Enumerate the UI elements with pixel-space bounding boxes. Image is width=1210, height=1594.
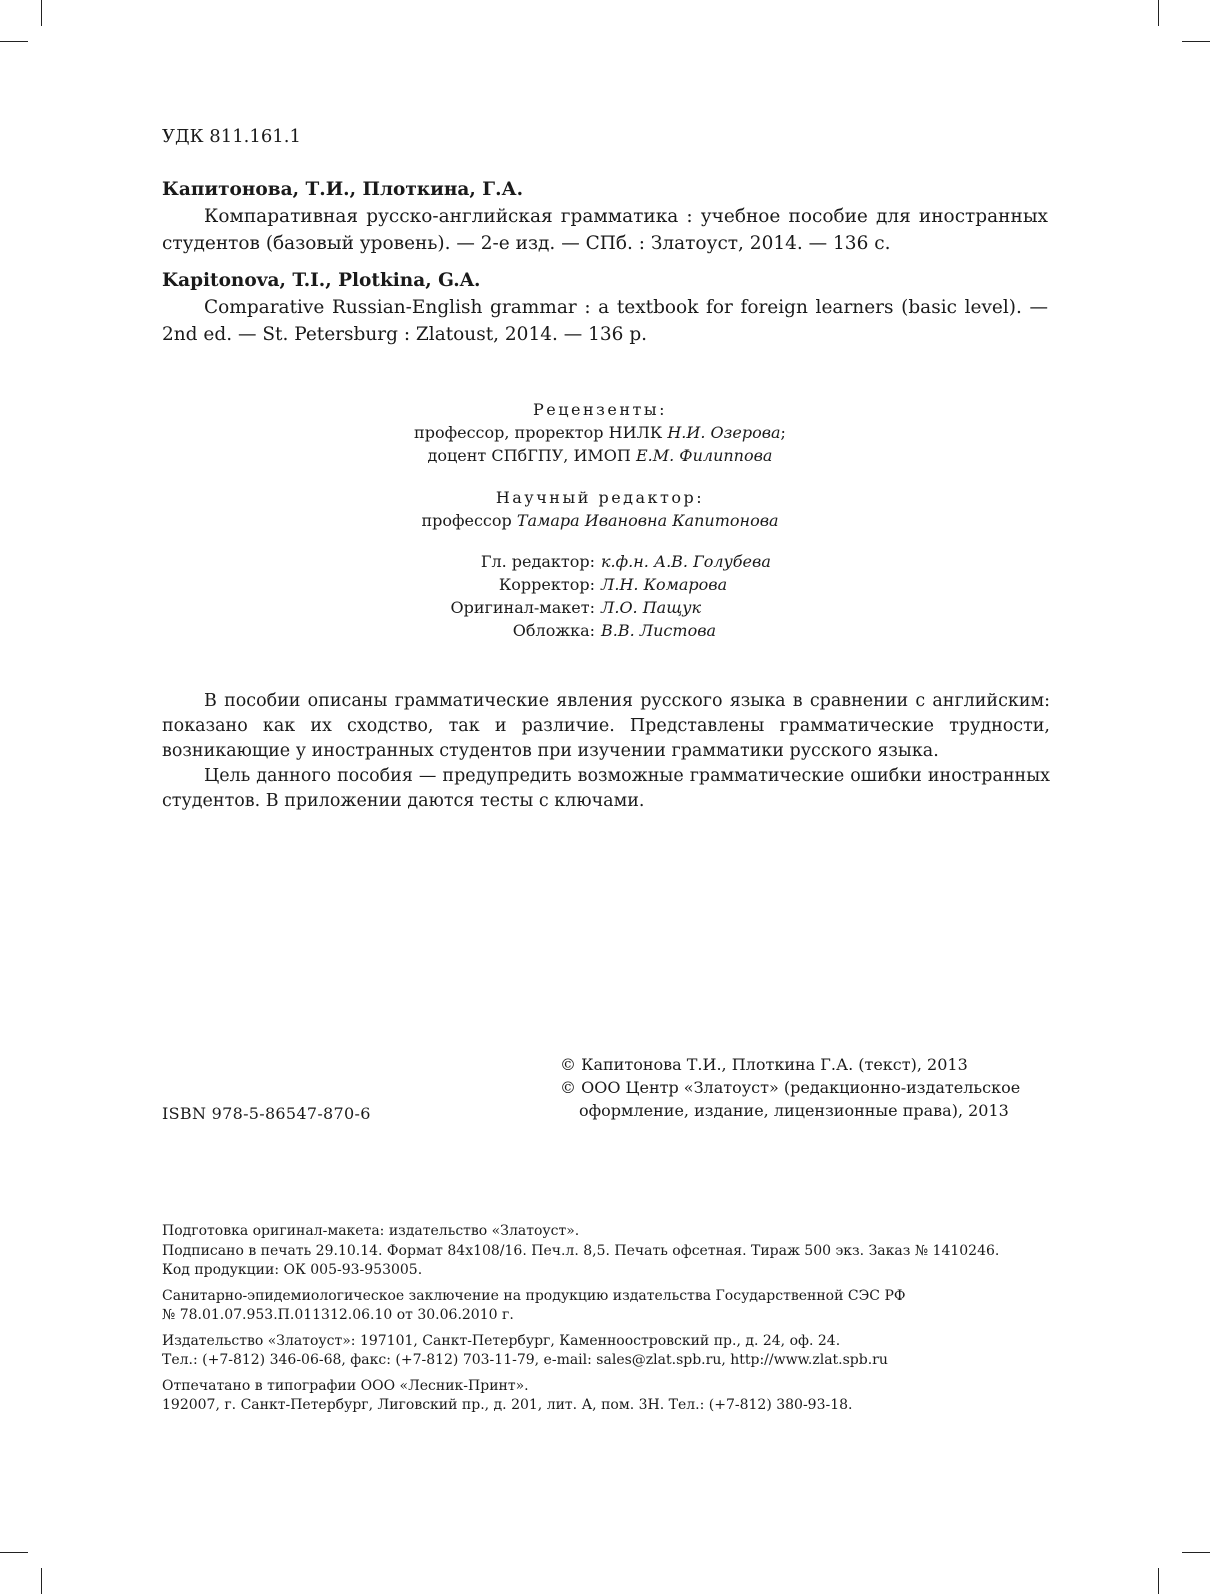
colophon-group — [162, 1287, 1042, 1326]
colophon-line: Подготовка оригинал-макета: издательство «Златоуст». — [162, 1223, 580, 1239]
science-editor-role: профессор — [421, 511, 517, 530]
staff-name: Л.О. Пащук — [601, 598, 702, 617]
english-bibliographic-entry — [162, 267, 1048, 348]
colophon-line: Тел.: (+7-812) 346-06-68, факс: (+7-812) 703-11-79, e-mail: sales@zlat.spb.ru, http://www.zlat.spb.ru — [162, 1352, 888, 1368]
reviewer-punct: ; — [780, 423, 786, 442]
staff-block — [300, 550, 900, 642]
staff-row — [300, 619, 900, 642]
isbn: ISBN 978-5-86547-870-6 — [162, 1104, 371, 1123]
reviewers-block — [300, 398, 900, 467]
colophon-line: Санитарно-эпидемиологическое заключение на продукцию издательства Государственной СЭС РФ — [162, 1287, 906, 1304]
science-editor-name: Тамара Ивановна Капитонова — [516, 511, 779, 530]
reviewer-name: Н.И. Озерова — [667, 423, 781, 442]
copyright-line: © Капитонова Т.И., Плоткина Г.А. (текст), 2013 — [560, 1055, 968, 1074]
crop-mark — [1182, 1552, 1210, 1553]
reviewer-line — [300, 421, 900, 444]
copyright-block — [560, 1053, 1060, 1122]
abstract-paragraph: В пособии описаны грамматические явления русского языка в сравнении с английским: показано как их сходство, так и различие. Представлены грамматические трудности, возникающие у иностранных студентов при изучении грамматики русского языка. — [162, 691, 1050, 761]
colophon-line: Подписано в печать 29.10.14. Формат 84х108/16. Печ.л. 8,5. Печать офсетная. Тираж 500 экз. Заказ № 1410246. — [162, 1242, 1000, 1259]
reviewer-name: Е.М. Филиппова — [635, 446, 773, 465]
copyright-line: © ООО Центр «Златоуст» (редакционно-издательское — [560, 1078, 1021, 1097]
staff-row — [300, 596, 900, 619]
colophon-line: Код продукции: ОК 005-93-953005. — [162, 1262, 423, 1278]
russian-bibliographic-entry — [162, 176, 1048, 257]
colophon-group — [162, 1222, 1042, 1281]
reviewer-role: доцент СПбГПУ, ИМОП — [427, 446, 636, 465]
staff-row — [300, 550, 900, 573]
reviewer-role: профессор, проректор НИЛК — [414, 423, 668, 442]
staff-name: Л.Н. Комарова — [601, 575, 728, 594]
science-editor-line — [300, 509, 900, 532]
colophon — [162, 1222, 1042, 1422]
crop-mark — [41, 0, 42, 26]
staff-label: Оригинал-макет: — [450, 598, 595, 617]
reviewer-line — [300, 444, 900, 467]
staff-label: Корректор: — [498, 575, 595, 594]
udk-code: УДК 811.161.1 — [162, 126, 301, 147]
colophon-group — [162, 1377, 1042, 1416]
science-editor-block — [300, 486, 900, 532]
colophon-line: Издательство «Златоуст»: 197101, Санкт-Петербург, Каменноостровский пр., д. 24, оф. 24. — [162, 1332, 841, 1349]
crop-mark — [0, 1552, 28, 1553]
crop-mark — [1158, 0, 1159, 26]
science-editor-heading: Научный редактор: — [495, 488, 705, 507]
english-description: Comparative Russian-English grammar : a textbook for foreign learners (basic level). — 2nd ed. — St. Petersburg : Zlatoust, 2014. — 136 p. — [162, 297, 1048, 345]
colophon-line: Отпечатано в типографии ООО «Лесник-Принт». — [162, 1377, 529, 1394]
copyright-line: оформление, издание, лицензионные права), 2013 — [579, 1101, 1009, 1120]
staff-label: Гл. редактор: — [480, 552, 595, 571]
crop-mark — [1182, 41, 1210, 42]
crop-mark — [0, 41, 28, 42]
staff-name: В.В. Листова — [601, 621, 717, 640]
russian-authors: Капитонова, Т.И., Плоткина, Г.А. — [162, 179, 524, 200]
colophon-group — [162, 1332, 1042, 1371]
colophon-line: 192007, г. Санкт-Петербург, Лиговский пр., д. 201, лит. А, пом. 3Н. Тел.: (+7-812) 380-93-18. — [162, 1397, 853, 1413]
staff-row — [300, 573, 900, 596]
crop-mark — [1158, 1568, 1159, 1594]
reviewers-heading: Рецензенты: — [533, 400, 667, 419]
staff-name: к.ф.н. А.В. Голубева — [601, 552, 771, 571]
crop-mark — [41, 1568, 42, 1594]
staff-label: Обложка: — [512, 621, 595, 640]
abstract — [162, 689, 1050, 814]
russian-description: Компаративная русско-английская грамматика : учебное пособие для иностранных студентов (базовый уровень). — 2-е изд. — СПб. : Златоуст, 2014. — 136 с. — [162, 206, 1048, 254]
colophon-line: № 78.01.07.953.П.011312.06.10 от 30.06.2010 г. — [162, 1307, 514, 1323]
english-authors: Kapitonova, T.I., Plotkina, G.A. — [162, 270, 481, 291]
abstract-paragraph: Цель данного пособия — предупредить возможные грамматические ошибки иностранных студентов. В приложении даются тесты с ключами. — [162, 766, 1050, 811]
